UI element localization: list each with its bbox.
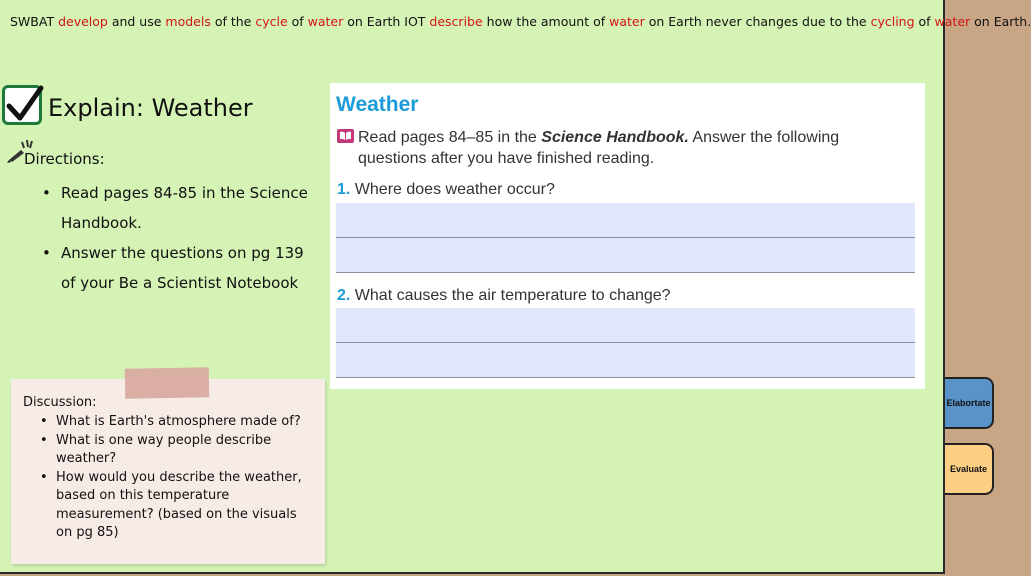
discussion-item: • What is one way people describe weather? <box>38 432 310 469</box>
answer-line <box>336 238 915 273</box>
discussion-note <box>11 379 325 564</box>
tape-decoration <box>125 367 210 398</box>
objective-segment: SWBAT <box>10 14 59 29</box>
objective-keyword: describe <box>429 14 483 29</box>
objective-text <box>10 14 1031 30</box>
answer-line <box>336 343 915 378</box>
objective-segment: of <box>287 14 308 29</box>
directions-list <box>42 178 322 298</box>
objective-keyword: water <box>307 14 344 29</box>
objective-segment: on Earth never changes due to the <box>644 14 871 29</box>
question-1: 1. Where does weather occur? <box>337 181 555 198</box>
objective-keyword: cycle <box>255 14 288 29</box>
answer-line <box>336 308 915 343</box>
discussion-item: • How would you describe the weather, based on this temperature measurement? (based on the visuals on pg 85) <box>38 469 310 543</box>
direction-item: • Read pages 84-85 in the Science Handbook. <box>42 178 322 238</box>
objective-segment: how the amount of <box>482 14 610 29</box>
discussion-item: • What is Earth's atmosphere made of? <box>38 413 310 432</box>
question-2: 2. What causes the air temperature to change? <box>337 287 671 304</box>
excerpt-title: Weather <box>336 93 419 116</box>
objective-segment: of <box>914 14 935 29</box>
page-title: Explain: Weather <box>48 94 253 122</box>
discussion-list <box>38 413 310 543</box>
objective-keyword: cycling <box>870 14 915 29</box>
objective-segment: on Earth. <box>970 14 1031 29</box>
objective-keyword: water <box>934 14 971 29</box>
discussion-label: Discussion: <box>23 395 97 410</box>
objective-keyword: water <box>609 14 645 29</box>
elaborate-button[interactable]: Elabortate <box>945 377 994 429</box>
answer-line <box>336 203 915 238</box>
evaluate-button[interactable]: Evaluate <box>945 443 994 495</box>
objective-segment: on Earth IOT <box>343 14 430 29</box>
objective-keyword: models <box>165 14 211 29</box>
objective-segment: and use <box>107 14 166 29</box>
book-icon <box>337 129 354 143</box>
objective-segment: of the <box>210 14 256 29</box>
direction-item: • Answer the questions on pg 139 of your Be a Scientist Notebook <box>42 238 322 298</box>
check-icon <box>2 85 42 125</box>
excerpt-instructions: Read pages 84–85 in the Science Handbook. Answer the following questions after you have finished reading. <box>358 129 840 167</box>
objective-keyword: develop <box>58 14 108 29</box>
handbook-excerpt <box>330 83 925 389</box>
directions-label: Directions: <box>24 150 105 168</box>
